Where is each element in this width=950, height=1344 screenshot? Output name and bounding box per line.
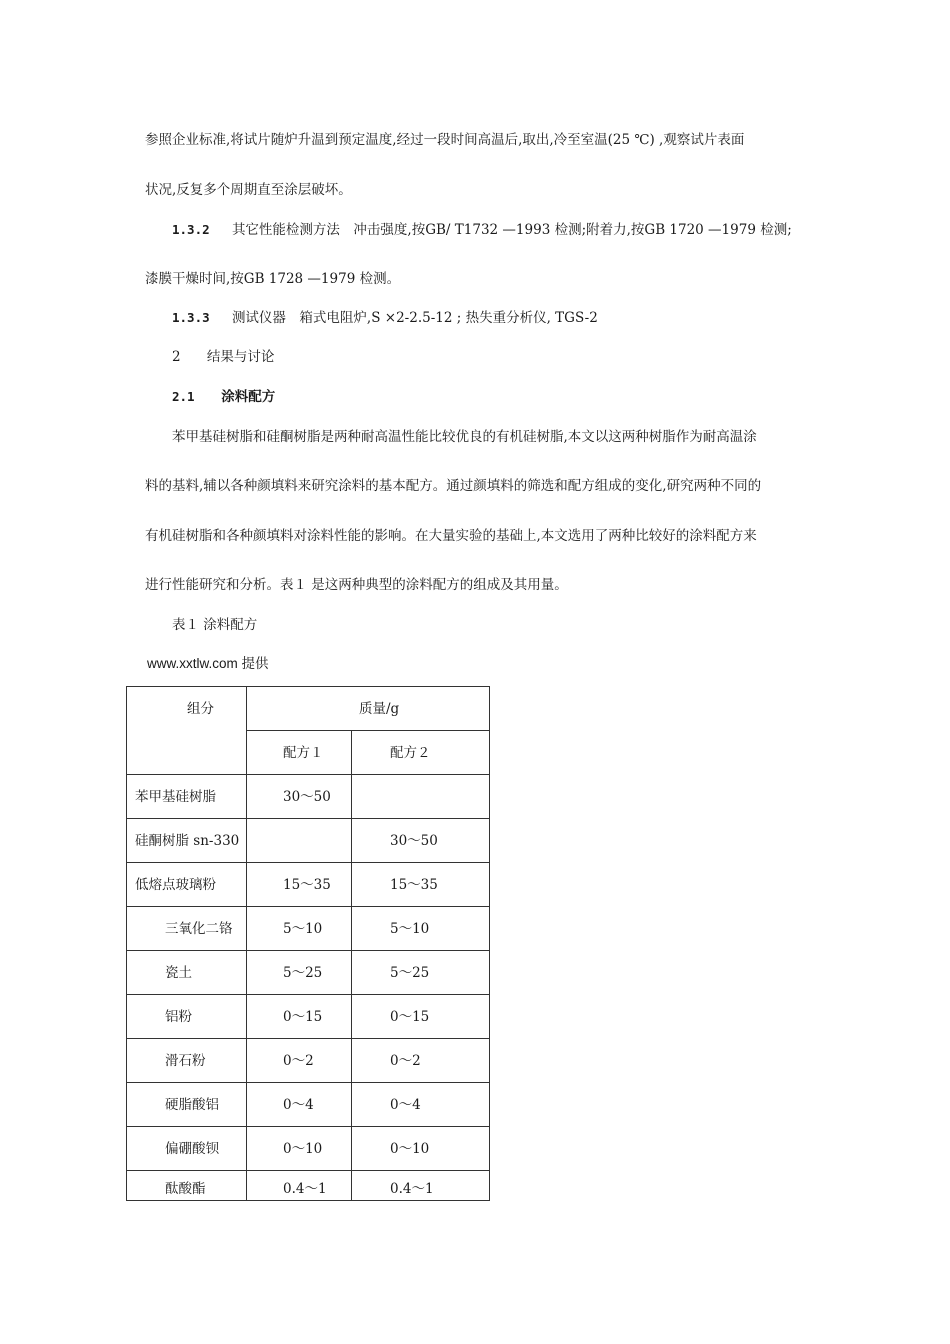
table-row	[127, 1171, 490, 1201]
table-row	[127, 1127, 490, 1171]
section-title: 涂料配方	[221, 389, 276, 405]
row-formula-2: 5～25	[352, 951, 490, 995]
row-formula-1: 0.4～1	[247, 1171, 352, 1201]
row-formula-1: 15～35	[247, 863, 352, 907]
section-1-3-2	[172, 218, 792, 238]
row-formula-1: 0～4	[247, 1083, 352, 1127]
paragraph-2-line-1: 苯甲基硅树脂和硅酮树脂是两种耐高温性能比较优良的有机硅树脂,本文以这两种树脂作为耐高温涂	[172, 429, 757, 445]
formula-table	[126, 686, 490, 1201]
row-name: 低熔点玻璃粉	[127, 863, 247, 907]
row-name: 铝粉	[127, 995, 247, 1039]
row-name: 滑石粉	[127, 1039, 247, 1083]
section-1-3-3	[172, 306, 598, 326]
section-number: 2	[172, 349, 181, 365]
header-component: 组分	[127, 687, 247, 775]
header-formula-1: 配方１	[247, 731, 352, 775]
section-2-heading	[172, 345, 274, 365]
row-formula-1: 30～50	[247, 775, 352, 819]
header-formula-2: 配方２	[352, 731, 490, 775]
row-formula-2: 0～4	[352, 1083, 490, 1127]
row-formula-2: 0～2	[352, 1039, 490, 1083]
paragraph-1-line-1: 参照企业标准,将试片随炉升温到预定温度,经过一段时间高温后,取出,冷至室温(25 ℃) ,观察试片表面	[145, 132, 745, 148]
table-row	[127, 951, 490, 995]
paragraph-2-line-3: 有机硅树脂和各种颜填料对涂料性能的影响。在大量实验的基础上,本文选用了两种比较好的涂料配方来	[145, 528, 757, 544]
paragraph-1-line-2: 状况,反复多个周期直至涂层破坏。	[145, 182, 352, 198]
section-2-1-heading	[172, 385, 275, 405]
row-name: 瓷土	[127, 951, 247, 995]
table-row	[127, 995, 490, 1039]
row-formula-1	[247, 819, 352, 863]
table-row	[127, 1039, 490, 1083]
section-number: 1.3.2	[172, 222, 210, 237]
paragraph-2-line-4: 进行性能研究和分析。表１ 是这两种典型的涂料配方的组成及其用量。	[145, 577, 568, 593]
site-credit: www.xxtlw.com 提供	[147, 656, 269, 671]
table-row	[127, 1083, 490, 1127]
paragraph-2-line-2: 料的基料,辅以各种颜填料来研究涂料的基本配方。通过颜填料的筛选和配方组成的变化,研究两种不同的	[145, 478, 762, 494]
section-number: 2.1	[172, 389, 195, 404]
row-formula-2	[352, 775, 490, 819]
section-1-3-2-line-2: 漆膜干燥时间,按GB 1728 —1979 检测。	[145, 271, 401, 287]
row-formula-2: 0～15	[352, 995, 490, 1039]
table-row	[127, 775, 490, 819]
row-formula-2: 15～35	[352, 863, 490, 907]
row-formula-1: 0～10	[247, 1127, 352, 1171]
row-formula-2: 0.4～1	[352, 1171, 490, 1201]
row-formula-1: 0～2	[247, 1039, 352, 1083]
table-caption: 表１ 涂料配方	[172, 617, 258, 633]
table-row	[127, 863, 490, 907]
section-number: 1.3.3	[172, 310, 210, 325]
table-row	[127, 907, 490, 951]
row-name: 苯甲基硅树脂	[127, 775, 247, 819]
row-formula-1: 0～15	[247, 995, 352, 1039]
row-name: 偏硼酸钡	[127, 1127, 247, 1171]
row-name: 硅酮树脂 sn-330	[127, 819, 247, 863]
section-text: 测试仪器 箱式电阻炉,S ×2-2.5-12 ; 热失重分析仪, TGS-2	[231, 310, 598, 326]
section-title: 结果与讨论	[206, 349, 275, 365]
row-formula-1: 5～10	[247, 907, 352, 951]
table-row	[127, 819, 490, 863]
row-formula-1: 5～25	[247, 951, 352, 995]
header-mass: 质量/g	[247, 687, 490, 731]
row-formula-2: 30～50	[352, 819, 490, 863]
row-name: 酞酸酯	[127, 1171, 247, 1201]
row-name: 硬脂酸铝	[127, 1083, 247, 1127]
row-formula-2: 0～10	[352, 1127, 490, 1171]
row-formula-2: 5～10	[352, 907, 490, 951]
row-name: 三氧化二铬	[127, 907, 247, 951]
section-text: 其它性能检测方法 冲击强度,按GB/ T1732 —1993 检测;附着力,按GB 1720 —1979 检测;	[231, 222, 792, 238]
